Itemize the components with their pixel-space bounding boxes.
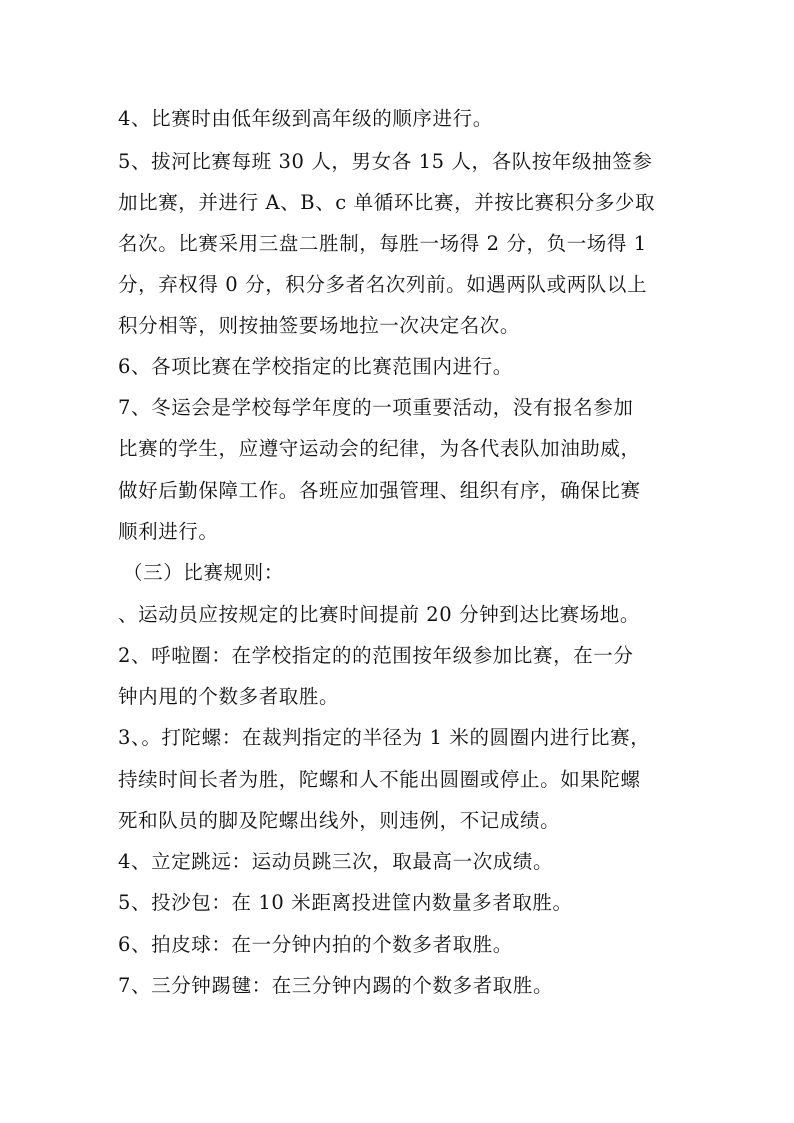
paragraph-line: 比赛的学生，应遵守运动会的纪律，为各代表队加油助威，	[118, 437, 641, 460]
paragraph-line: 加比赛，并进行 A、B、c 单循环比赛，并按比赛积分多少取	[118, 191, 656, 214]
paragraph-line: 4、比赛时由低年级到高年级的顺序进行。	[118, 107, 493, 130]
paragraph-line: 分，弃权得 0 分，积分多者名次列前。如遇两队或两队以上	[118, 273, 648, 296]
paragraph-line: 4、立定跳远：运动员跳三次，取最高一次成绩。	[118, 850, 554, 873]
paragraph-line: 7、三分钟踢毽：在三分钟内踢的个数多者取胜。	[118, 974, 554, 997]
paragraph-line: 6、各项比赛在学校指定的比赛范围内进行。	[118, 355, 513, 378]
paragraph-line: 顺利进行。	[118, 520, 219, 543]
paragraph-line: 名次。比赛采用三盘二胜制，每胜一场得 2 分，负一场得 1	[118, 232, 647, 255]
paragraph-line: 持续时间长者为胜，陀螺和人不能出圆圈或停止。如果陀螺	[118, 768, 641, 791]
paragraph-line: 做好后勤保障工作。各班应加强管理、组织有序，确保比赛	[118, 479, 641, 502]
paragraph-line: 、运动员应按规定的比赛时间提前 20 分钟到达比赛场地。	[118, 603, 641, 626]
paragraph-line: 7、冬运会是学校每学年度的一项重要活动，没有报名参加	[118, 396, 634, 419]
paragraph-line: 3、。打陀螺：在裁判指定的半径为 1 米的圆圈内进行比赛，	[118, 726, 651, 749]
paragraph-line: 5、投沙包：在 10 米距离投进筐内数量多者取胜。	[118, 891, 573, 914]
paragraph-line: 钟内甩的个数多者取胜。	[118, 685, 340, 708]
paragraph-line: 死和队员的脚及陀螺出线外，则违例，不记成绩。	[118, 809, 561, 832]
paragraph-line: 6、拍皮球：在一分钟内拍的个数多者取胜。	[118, 933, 513, 956]
section-heading: （三）比赛规则：	[123, 561, 284, 584]
paragraph-line: 2、呼啦圈：在学校指定的的范围按年级参加比赛，在一分	[118, 644, 634, 667]
paragraph-line: 5、拔河比赛每班 30 人，男女各 15 人，各队按年级抽签参	[118, 150, 653, 173]
paragraph-line: 积分相等，则按抽签要场地拉一次决定名次。	[118, 314, 521, 337]
